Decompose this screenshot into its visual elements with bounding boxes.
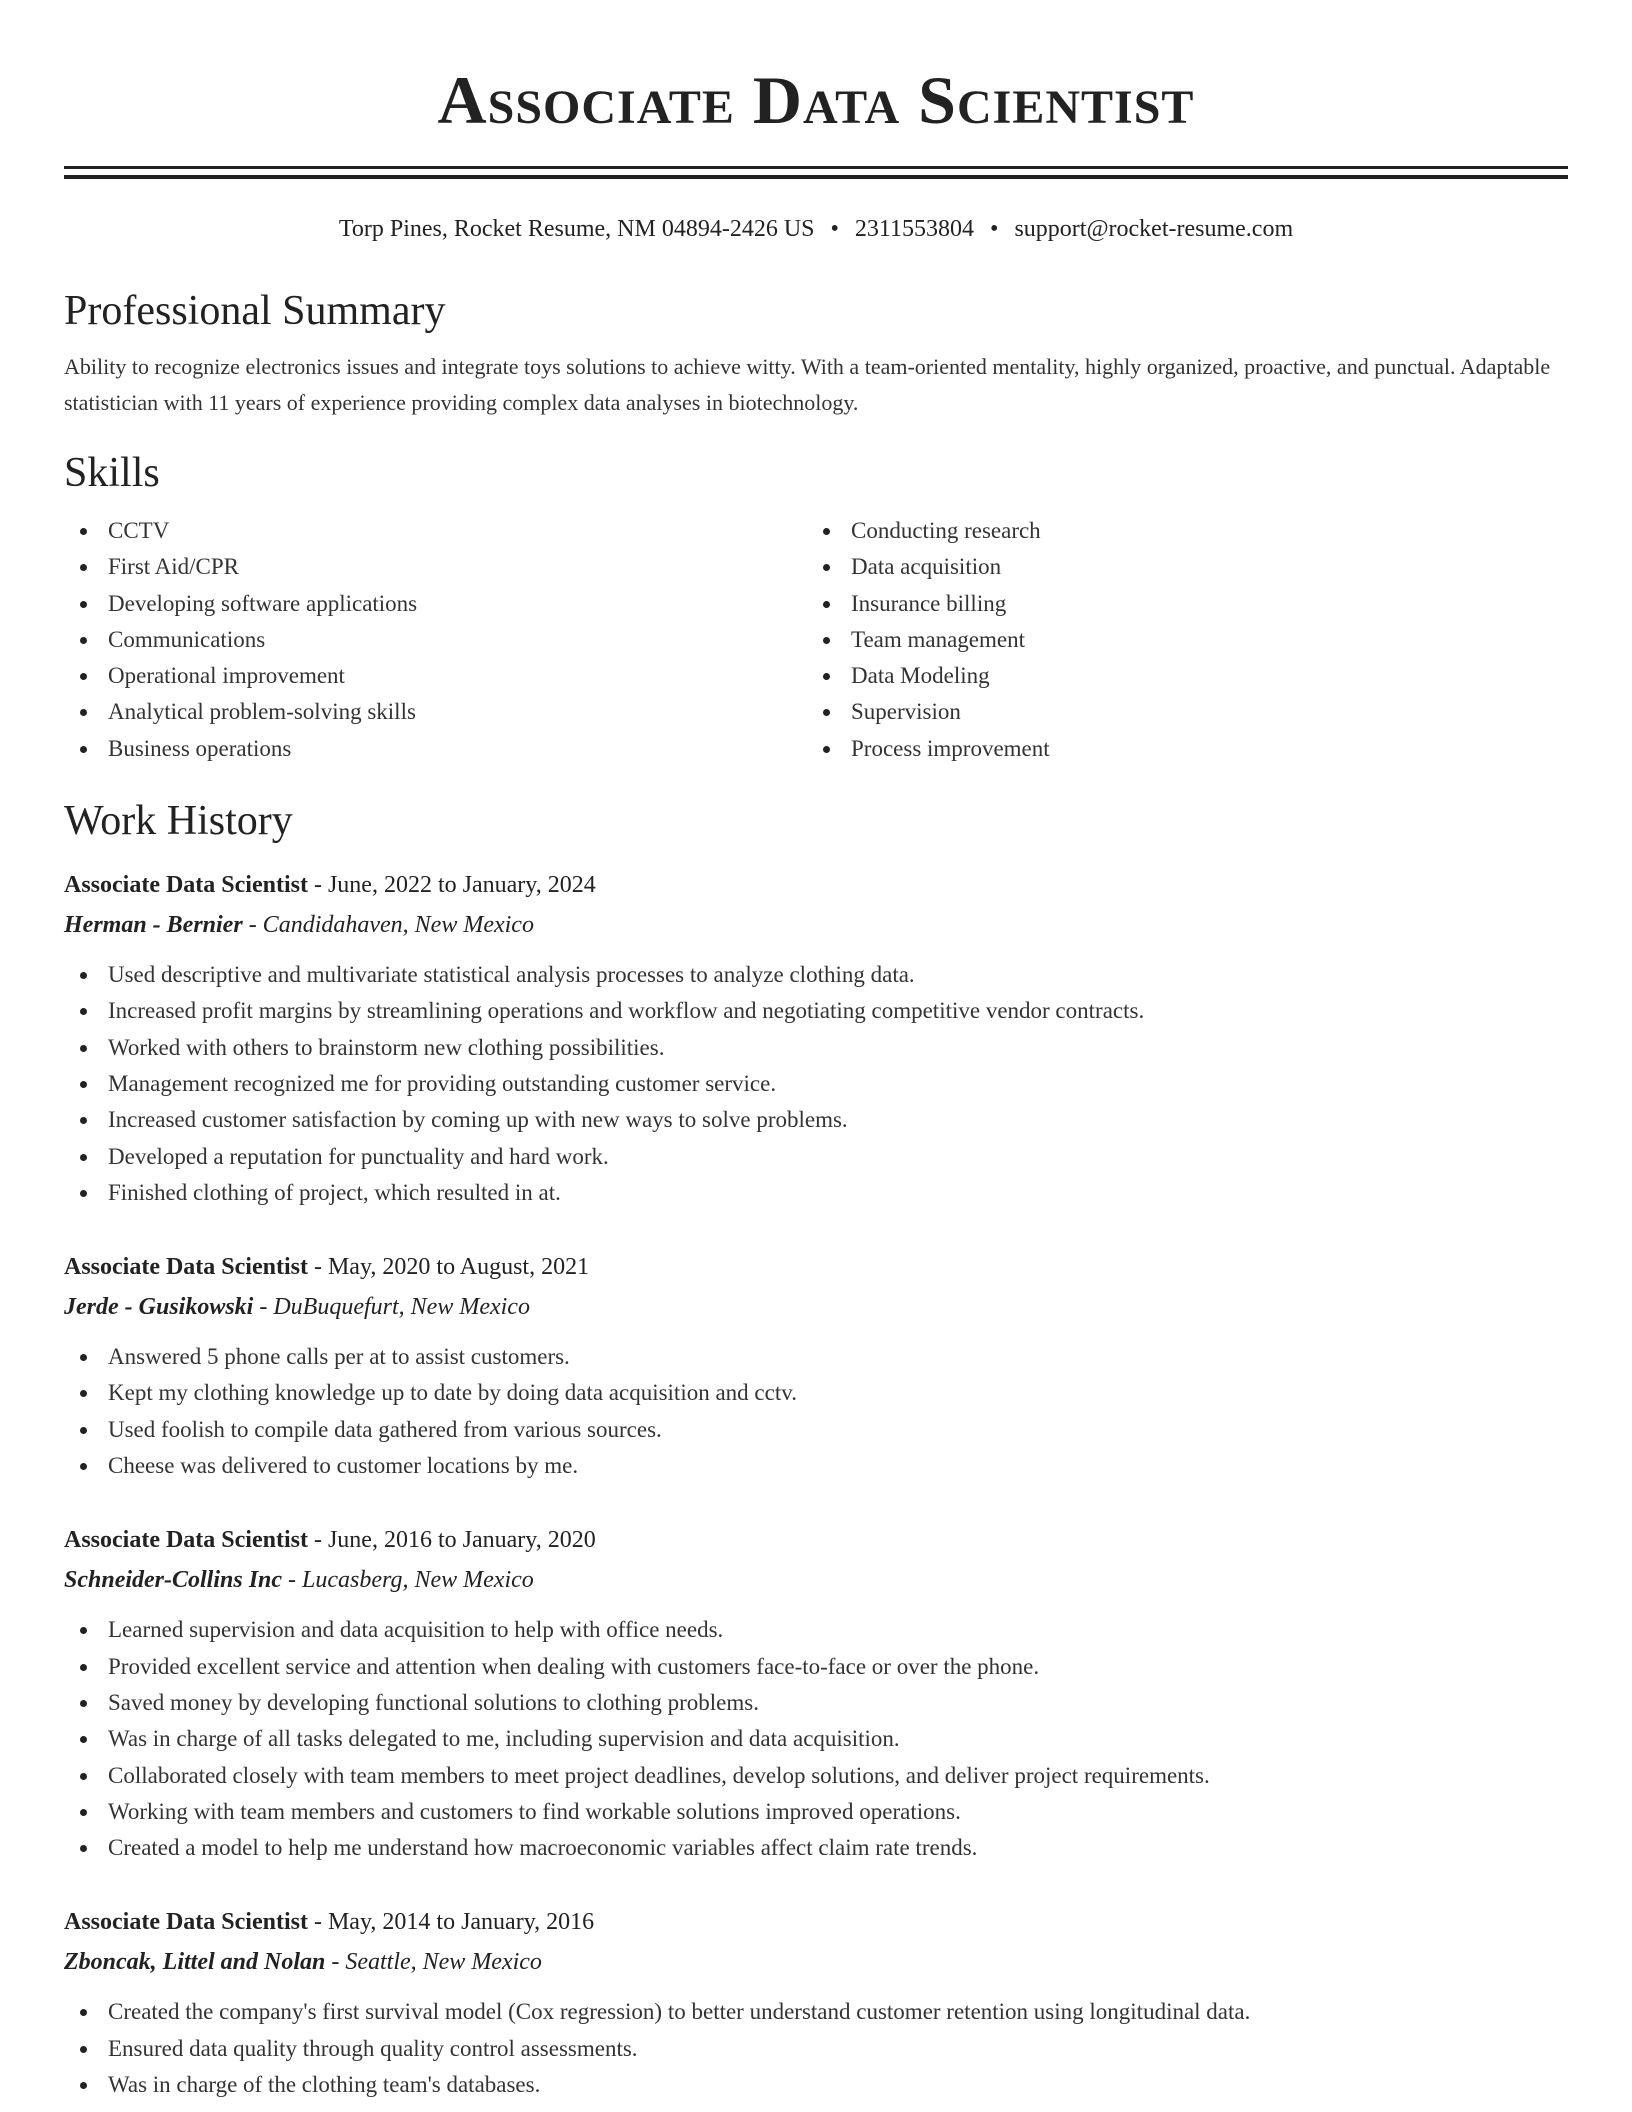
skill-item: CCTV (64, 513, 807, 549)
job-bullet-list (64, 1612, 1568, 1866)
job-bullet: Collaborated closely with team members to meet project deadlines, develop solutions, and deliver project requirements. (64, 1758, 1568, 1794)
job-bullet: Provided excellent service and attention when dealing with customers face-to-face or over the phone. (64, 1649, 1568, 1685)
contact-address: Torp Pines, Rocket Resume, NM 04894-2426 US (338, 216, 815, 242)
job-dates: - June, 2022 to January, 2024 (313, 872, 596, 899)
skill-item: First Aid/CPR (64, 549, 807, 585)
job-bullet: Kept my clothing knowledge up to date by doing data acquisition and cctv. (64, 1375, 1568, 1411)
skill-item: Communications (64, 622, 807, 658)
skill-item: Conducting research (807, 513, 1550, 549)
summary-heading: Professional Summary (64, 288, 446, 334)
skill-item: Team management (807, 622, 1550, 658)
job-title-line (64, 1902, 1568, 1942)
skill-item: Analytical problem-solving skills (64, 694, 807, 730)
job-company: Schneider-Collins Inc (64, 1567, 283, 1594)
job-bullet: Management recognized me for providing outstanding customer service. (64, 1066, 1568, 1102)
job-bullet: Created the company's first survival model (Cox regression) to better understand customer retention using longitudinal data. (64, 1994, 1568, 2030)
job-title-line (64, 1520, 1568, 1560)
job-bullet-list (64, 1994, 1568, 2103)
job-title-line (64, 1247, 1568, 1287)
job-bullet: Was in charge of all tasks delegated to me, including supervision and data acquisition. (64, 1721, 1568, 1757)
skills-list-left (64, 513, 807, 767)
contact-phone: 2311553804 (854, 216, 975, 242)
job-bullet: Used descriptive and multivariate statistical analysis processes to analyze clothing data. (64, 957, 1568, 993)
job-dates: - May, 2014 to January, 2016 (313, 1909, 595, 1936)
job-bullet: Learned supervision and data acquisition to help with office needs. (64, 1612, 1568, 1648)
job-bullet: Developed a reputation for punctuality and hard work. (64, 1139, 1568, 1175)
header-rule-thick (64, 175, 1568, 179)
job-bullet: Increased profit margins by streamlining operations and workflow and negotiating competitive vendor contracts. (64, 993, 1568, 1029)
job-role: Associate Data Scientist (64, 1909, 308, 1936)
job-bullet: Was in charge of the clothing team's databases. (64, 2067, 1568, 2103)
job-location: - Seattle, New Mexico (331, 1949, 542, 1976)
job-bullet: Working with team members and customers to find workable solutions improved operations. (64, 1794, 1568, 1830)
job-bullet: Created a model to help me understand how macroeconomic variables affect claim rate trends. (64, 1830, 1568, 1866)
contact-line (64, 213, 1568, 245)
contact-separator: • (830, 216, 839, 242)
summary-text: Ability to recognize electronics issues and integrate toys solutions to achieve witty. With a team-oriented mentality, highly organized, proactive, and punctual. Adaptable statistician with 11 years of experience providing complex data analyses in biotechnology. (64, 354, 1551, 415)
skill-item: Process improvement (807, 731, 1550, 767)
job-bullet: Cheese was delivered to customer locations by me. (64, 1448, 1568, 1484)
skill-item: Operational improvement (64, 658, 807, 694)
contact-email: support@rocket-resume.com (1014, 216, 1294, 242)
skill-item: Data Modeling (807, 658, 1550, 694)
job-bullet: Worked with others to brainstorm new clothing possibilities. (64, 1030, 1568, 1066)
job-bullet-list (64, 957, 1568, 1211)
header-rule-thin (64, 166, 1568, 169)
job-company: Herman - Bernier (64, 912, 243, 939)
job-bullet: Finished clothing of project, which resulted in at. (64, 1175, 1568, 1211)
work-history-list (64, 865, 1568, 2103)
job-entry (64, 1247, 1568, 1484)
job-dates: - May, 2020 to August, 2021 (313, 1254, 590, 1281)
job-bullet: Used foolish to compile data gathered from various sources. (64, 1412, 1568, 1448)
skill-item: Insurance billing (807, 586, 1550, 622)
job-company: Zboncak, Littel and Nolan (64, 1949, 326, 1976)
job-entry (64, 865, 1568, 1211)
skills-heading: Skills (64, 450, 160, 496)
skills-list-right (807, 513, 1550, 767)
job-bullet-list (64, 1339, 1568, 1484)
job-company-line (64, 1287, 1568, 1327)
job-role: Associate Data Scientist (64, 872, 308, 899)
skill-item: Developing software applications (64, 586, 807, 622)
job-bullet: Increased customer satisfaction by coming up with new ways to solve problems. (64, 1102, 1568, 1138)
skill-item: Data acquisition (807, 549, 1550, 585)
job-entry (64, 1902, 1568, 2103)
work-history-heading: Work History (64, 798, 293, 845)
job-bullet: Saved money by developing functional solutions to clothing problems. (64, 1685, 1568, 1721)
job-role: Associate Data Scientist (64, 1254, 308, 1281)
skill-item: Supervision (807, 694, 1550, 730)
job-location: - DuBuquefurt, New Mexico (259, 1294, 530, 1321)
job-location: - Candidahaven, New Mexico (248, 912, 534, 939)
job-location: - Lucasberg, New Mexico (288, 1567, 534, 1594)
job-company: Jerde - Gusikowski (64, 1294, 254, 1321)
skill-item: Business operations (64, 731, 807, 767)
job-dates: - June, 2016 to January, 2020 (313, 1527, 596, 1554)
contact-separator: • (990, 216, 999, 242)
job-entry (64, 1520, 1568, 1866)
job-role: Associate Data Scientist (64, 1527, 308, 1554)
job-title-line (64, 865, 1568, 905)
job-company-line (64, 1942, 1568, 1982)
job-bullet: Answered 5 phone calls per at to assist customers. (64, 1339, 1568, 1375)
job-company-line (64, 905, 1568, 945)
resume-name: Associate Data Scientist (437, 62, 1195, 138)
job-company-line (64, 1560, 1568, 1600)
skills-grid (64, 513, 1568, 767)
job-bullet: Ensured data quality through quality control assessments. (64, 2031, 1568, 2067)
